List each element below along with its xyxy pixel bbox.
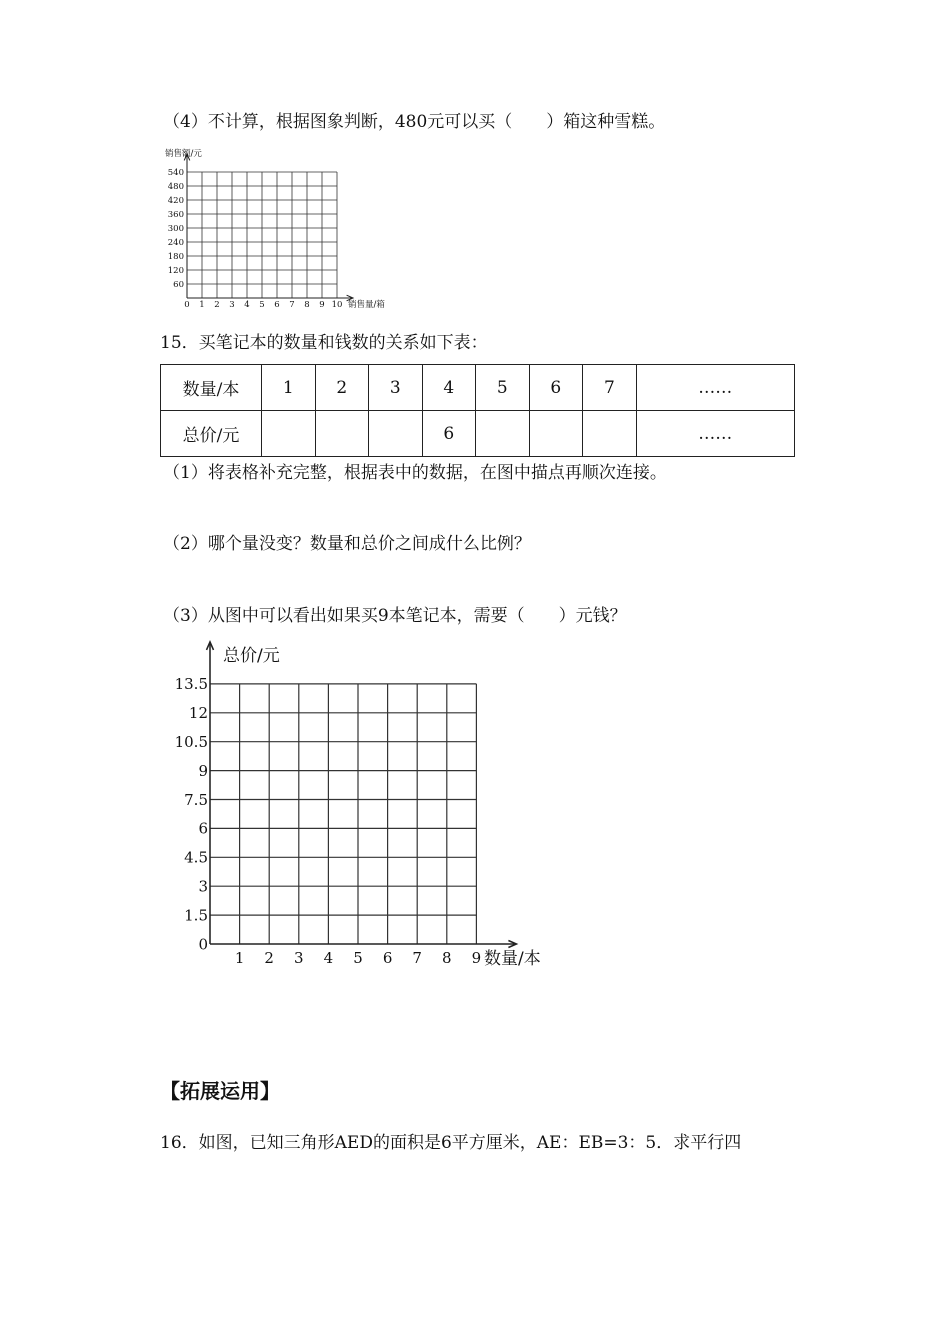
- sub-question-2-text: （2）哪个量没变？数量和总价之间成什么比例？: [163, 534, 531, 554]
- table-cell: 1: [262, 365, 316, 411]
- table-header-price: 总价/元: [161, 411, 262, 457]
- y-tick-label: 13.5: [174, 675, 208, 694]
- x-tick-label: 6: [382, 949, 393, 967]
- x-tick-label: 4: [244, 300, 250, 310]
- table-cell: ……: [636, 365, 794, 411]
- x-tick-label: 5: [353, 949, 363, 967]
- x-tick-label: 1: [199, 300, 205, 310]
- x-tick-label: 1: [234, 949, 245, 967]
- x-tick-label: 10: [331, 300, 343, 310]
- y-tick-label: 7.5: [184, 790, 208, 809]
- question-15-text: 15．买笔记本的数量和钱数的关系如下表：: [160, 333, 488, 353]
- table-cell: 6: [422, 411, 476, 457]
- y-tick-label: 60: [173, 279, 184, 290]
- x-tick-label: 4: [323, 949, 334, 967]
- x-tick-label: 2: [214, 300, 220, 310]
- table-cell: 7: [583, 365, 637, 411]
- table-cell: 4: [422, 365, 476, 411]
- x-tick-label: 7: [289, 300, 295, 310]
- origin-label: 0: [198, 935, 208, 954]
- table-cell: 6: [529, 365, 583, 411]
- y-tick-label: 12: [188, 704, 208, 723]
- table-header-quantity: 数量/本: [161, 365, 262, 411]
- y-tick-label: 540: [167, 167, 184, 178]
- table-cell: ……: [636, 411, 794, 457]
- y-tick-label: 480: [167, 181, 184, 192]
- x-tick-label: 9: [319, 300, 325, 310]
- x-tick-label: 0: [184, 300, 190, 310]
- x-tick-label: 9: [471, 949, 482, 967]
- y-tick-label: 3: [198, 877, 208, 896]
- y-tick-label: 180: [167, 251, 184, 262]
- y-tick-label: 360: [167, 209, 184, 220]
- x-tick-label: 3: [294, 949, 304, 967]
- price-chart-grid: [207, 642, 517, 948]
- x-axis-label: 数量/本: [484, 949, 541, 969]
- y-tick-label: 420: [167, 195, 184, 206]
- y-tick-label: 6: [198, 819, 208, 838]
- y-axis-label: 销售额/元: [165, 149, 202, 159]
- table-cell: 5: [476, 365, 530, 411]
- sub-question-1-text: （1）将表格补充完整，根据表中的数据，在图中描点再顺次连接。: [163, 463, 667, 483]
- y-tick-label: 10.5: [174, 732, 208, 751]
- table-cell: 3: [369, 365, 423, 411]
- table-cell: 2: [315, 365, 369, 411]
- question-16-text: 16．如图，已知三角形AED的面积是6平方厘米，AE：EB=3：5．求平行四: [160, 1133, 742, 1153]
- x-axis-label: 销售量/箱: [348, 300, 385, 310]
- question-4-text: （4）不计算，根据图象判断，480元可以买（ ）箱这种雪糕。: [163, 112, 666, 132]
- y-tick-label: 300: [167, 223, 184, 234]
- y-axis-label: 总价/元: [223, 646, 280, 666]
- x-tick-label: 2: [264, 949, 274, 967]
- y-tick-label: 240: [167, 237, 184, 248]
- x-tick-label: 8: [304, 300, 310, 310]
- x-tick-label: 8: [442, 949, 452, 967]
- x-tick-label: 7: [412, 949, 422, 967]
- x-tick-label: 5: [259, 300, 265, 310]
- x-tick-label: 6: [274, 300, 280, 310]
- y-tick-label: 9: [198, 761, 208, 780]
- x-tick-label: 3: [229, 300, 235, 310]
- sub-question-3-text: （3）从图中可以看出如果买9本笔记本，需要（ ）元钱？: [163, 606, 627, 626]
- y-tick-label: 4.5: [184, 848, 208, 867]
- y-tick-label: 1.5: [184, 906, 208, 925]
- section-title: 【拓展运用】: [160, 1079, 280, 1103]
- y-tick-label: 120: [167, 265, 184, 276]
